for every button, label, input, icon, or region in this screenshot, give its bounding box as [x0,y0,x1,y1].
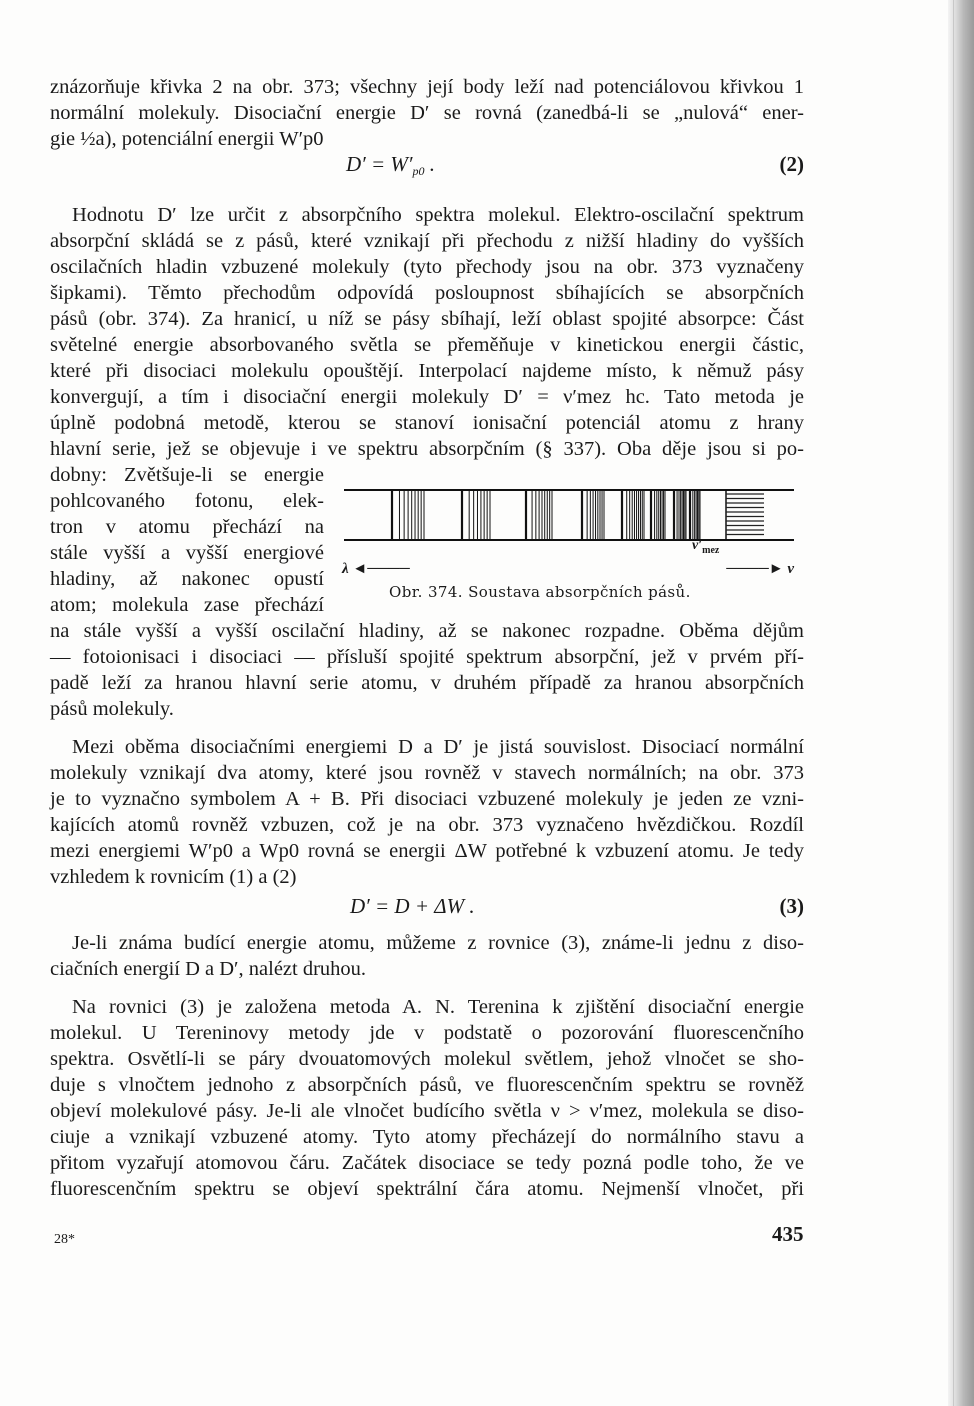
text-line: duje s vlnočtem jednoho z absorpčních pásů, ve fluorescenčním spektru se rovněž [50,1074,804,1096]
text-line: hladiny, až nakonec opustí [50,568,324,590]
text-line: Hodnotu D′ lze určit z absorpčního spektra molekul. Elektro-oscilační spektrum [72,204,804,226]
text-line: vzhledem k rovnicím (1) a (2) [50,866,297,888]
equation-2 [50,150,804,178]
text-line: které při disociaci molekulu opouštějí. Interpolací najdeme místo, k němuž pásy [50,360,804,382]
text-line: přitom vyzařují atomovou čáru. Začátek disociace se tedy pozná podle toho, že ve [50,1152,804,1174]
equation-2-formula: $D' = W'_{p0}$ . [346,152,436,178]
band-spectrum-diagram [344,474,804,564]
nu-axis-label: ────► ν [726,561,794,577]
text-line: ciačních energií D a D′, nalézt druhou. [50,958,367,980]
equation-3-formula: D′ = D + ΔW . [350,894,475,918]
text-line: fluorescenčním spektru se objeví spektrální čára atomu. Nejmenší vlnočet, při [50,1178,804,1200]
text-line: absorpční skládá se z pásů, které vznikají při přechodu z nižší hladiny do vyšších [50,230,804,252]
text-line: Je-li známa budící energie atomu, můžeme z rovnice (3), známe-li jednu z diso- [72,932,804,954]
text-line: normální molekuly. Disociační energie D′ se rovná (zanedbá-li se „nulová“ ener- [50,102,804,124]
limit-label: $\nu'_{mez}$ [692,538,720,556]
text-line: oscilačních hladin vzbuzené molekuly (tyto přechody jsou na obr. 373 vyznačeny [50,256,804,278]
figure-caption: Obr. 374. Soustava absorpčních pásů. [389,583,691,601]
equation-2-number: (2) [779,152,804,176]
text-line: úplně podobná metodě, kterou se stanoví ionisační potenciál atomu z hrany [50,412,804,434]
equation-3-number: (3) [779,894,804,918]
text-line: šipkami). Těmto přechodům odpovídá posloupnost sbíhajících se absorpčních [50,282,804,304]
text-line: pásů molekuly. [50,698,174,720]
text-line: gie ½a), potenciální energii W′p0 [50,128,324,150]
text-line: ciuje a vznikají vzbuzené atomy. Tyto atomy přecházejí do normálního stavu a [50,1126,804,1148]
figure-absorption-bands [344,474,804,614]
page-edge-line [953,0,954,1406]
text-line: tron v atomu přechází na [50,516,324,538]
text-line: Mezi oběma disociačními energiemi D a D′ je jistá souvislost. Disociací normální [72,736,804,758]
text-line: pásů (obr. 374). Za hranicí, u níž se pásy sbíhají, leží oblast spojité absorpce: Část [50,308,804,330]
text-line: stále vyšší a vyšší energiové [50,542,324,564]
text-line: Na rovnici (3) je založena metoda A. N. Terenina k zjištění disociační energie [72,996,804,1018]
text-line: dobny: Zvětšuje-li se energie [50,464,324,486]
text-line: — fotoionisaci i disociaci — přísluší spojité spektrum absorpční, jež v prvém pří- [50,646,804,668]
text-line: mezi energiemi W′p0 a Wp0 rovná se energii ΔW potřebné k vzbuzení atomu. Je tedy [50,840,804,862]
text-line: atom; molekula zase přechází [50,594,324,616]
text-line: na stále vyšší a vyšší oscilační hladiny, až se nakonec rozpadne. Oběma dějům [50,620,804,642]
page-edge-shadow [948,0,974,1406]
text-line: spektra. Osvětlí-li se páry dvouatomových molekul světlem, jehož vlnočet se sho- [50,1048,804,1070]
text-line: světelné energie absorbovaného světla se přeměňuje v kinetickou energii částic, [50,334,804,356]
text-line: padě leží za hranou hlavní serie atomu, v druhém případě za hranou absorpčních [50,672,804,694]
text-line: znázorňuje křivka 2 na obr. 373; všechny její body leží nad potenciálovou křivkou 1 [50,76,804,98]
text-line: objeví molekulové pásy. Je-li ale vlnočet budícího světla ν > ν′mez, molekula se diso- [50,1100,804,1122]
lambda-axis-label: λ ◄──── [342,561,410,577]
text-line: molekul. U Tereninovy metody jde v podstatě o pozorování fluorescenčního [50,1022,804,1044]
text-line: je to vyznačno symbolem A + B. Při disociaci vzbuzené molekuly je jeden ze vzni- [50,788,804,810]
text-line: pohlcovaného fotonu, elek- [50,490,324,512]
text-line: kajících atomů rovněž vzbuzen, což je na obr. 373 vyznačeno hvězdičkou. Rozdíl [50,814,804,836]
text-line: konvergují, a tím i disociační energii molekuly D′ = ν′mez hc. Tato metoda je [50,386,804,408]
signature-mark: 28* [54,1232,75,1247]
equation-3 [50,892,804,920]
text-line: molekuly vznikají dva atomy, které jsou rovněž v stavech normálních; na obr. 373 [50,762,804,784]
page-number: 435 [772,1222,804,1246]
text-line: hlavní serie, jež se objevuje i ve spektru absorpčním (§ 337). Oba děje jsou si po- [50,438,804,460]
